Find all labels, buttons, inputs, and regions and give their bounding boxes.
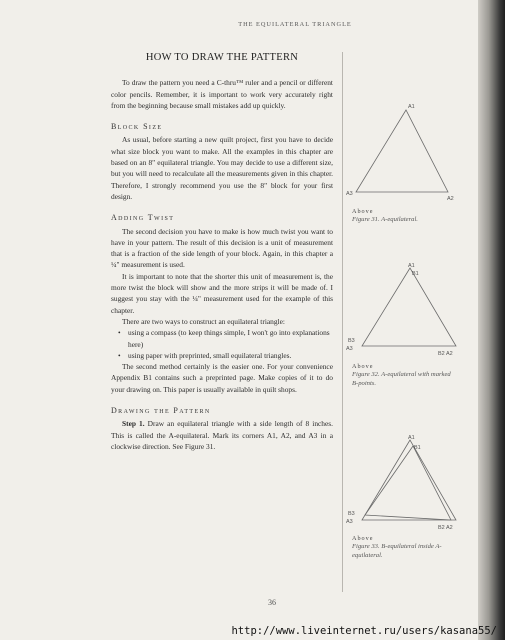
figure-33 bbox=[340, 432, 470, 560]
point-label: B3 bbox=[348, 338, 355, 344]
running-header: THE EQUILATERAL TRIANGLE bbox=[238, 21, 352, 28]
main-text-column bbox=[111, 48, 333, 452]
figure-31-caption: Figure 31. A-equilateral. bbox=[352, 216, 418, 223]
point-label: A3 bbox=[346, 519, 353, 525]
figure-33-caption: Figure 33. B-equilateral inside A-equilateral. bbox=[352, 543, 442, 559]
drawing-heading: Drawing the Pattern bbox=[111, 406, 211, 416]
figure-31-position: Above bbox=[352, 208, 374, 215]
figure-33-diagram bbox=[340, 432, 470, 532]
b-equilateral-triangle bbox=[365, 446, 451, 520]
a-equilateral-triangle bbox=[356, 110, 448, 192]
list-item: • using a compass (to keep things simple, I won't go into explanations here) bbox=[126, 327, 333, 350]
point-label: A1 bbox=[408, 263, 415, 269]
point-label: A3 bbox=[346, 346, 353, 352]
figure-32-caption: Figure 32. A-equilateral with marked B-points. bbox=[352, 371, 451, 387]
figure-32-position: Above bbox=[352, 363, 374, 370]
step-label: Step 1. bbox=[122, 419, 145, 429]
twist-paragraph-1: The second decision you have to make is how much twist you want to have in your pattern. The result of this decision is a unit of measurement that is a fraction of the side length of your block. Again, in this chapter a ¼" measurement is used. bbox=[111, 226, 333, 270]
watermark-url: http://www.liveinternet.ru/users/kasana55/ bbox=[231, 625, 497, 637]
figure-32 bbox=[340, 260, 470, 388]
twist-paragraph-3: There are two ways to construct an equilateral triangle: bbox=[122, 316, 285, 326]
intro-paragraph: To draw the pattern you need a C-thru™ ruler and a pencil or different color pencils. Remember, it is important to work very accurately right from the beginning because small mistakes add up quickly. bbox=[111, 78, 333, 110]
point-label: B1 bbox=[414, 445, 421, 451]
point-label: B2 A2 bbox=[438, 525, 453, 531]
block-size-heading: Block Size bbox=[111, 122, 163, 132]
book-spine-shadow bbox=[478, 0, 505, 640]
section-title: HOW TO DRAW THE PATTERN bbox=[145, 52, 299, 63]
point-label: A3 bbox=[346, 191, 353, 197]
adding-twist-heading: Adding Twist bbox=[111, 213, 175, 223]
point-label: B2 A2 bbox=[438, 351, 453, 357]
point-label: B3 bbox=[348, 511, 355, 517]
figure-31 bbox=[340, 100, 470, 224]
point-label: A1 bbox=[408, 435, 415, 441]
figure-33-position: Above bbox=[352, 535, 374, 542]
step-1-paragraph bbox=[111, 418, 333, 452]
a-equilateral-triangle bbox=[362, 268, 456, 346]
list-item: • using paper with preprinted, small equilateral triangles. bbox=[126, 350, 333, 361]
twist-paragraph-4: The second method certainly is the easier one. For your convenience Appendix B1 contains such a preprinted page. Make copies of it to do your drawing on. This paper is usually available in quilt shops. bbox=[111, 362, 333, 394]
point-label: A1 bbox=[408, 104, 415, 110]
step-text: Draw an equilateral triangle with a side length of 8 inches. This is called the A-equilateral. Mark its corners A1, A2, and A3 in a clockwise direction. See Figure 31. bbox=[111, 419, 333, 451]
block-size-paragraph: As usual, before starting a new quilt project, first you have to decide what size block you want to make. All the examples in this chapter are based on an 8" equilateral triangle. You may decide to use a different size, but you will need to recalculate all the measurements given in this chapter. Therefore, I strongly recommend you use the 8" block for your first design. bbox=[111, 135, 333, 201]
point-label: B1 bbox=[412, 271, 419, 277]
page-number: 36 bbox=[268, 598, 276, 607]
point-label: A2 bbox=[447, 196, 454, 202]
construction-methods-list bbox=[111, 327, 333, 361]
figure-31-diagram bbox=[340, 100, 470, 205]
figure-32-diagram bbox=[340, 260, 470, 360]
twist-paragraph-2: It is important to note that the shorter this unit of measurement is, the more twist the block will show and the more strips it will be made of. I suggest you stay with the ¼" measurement used for the example of this chapter. bbox=[111, 271, 333, 315]
